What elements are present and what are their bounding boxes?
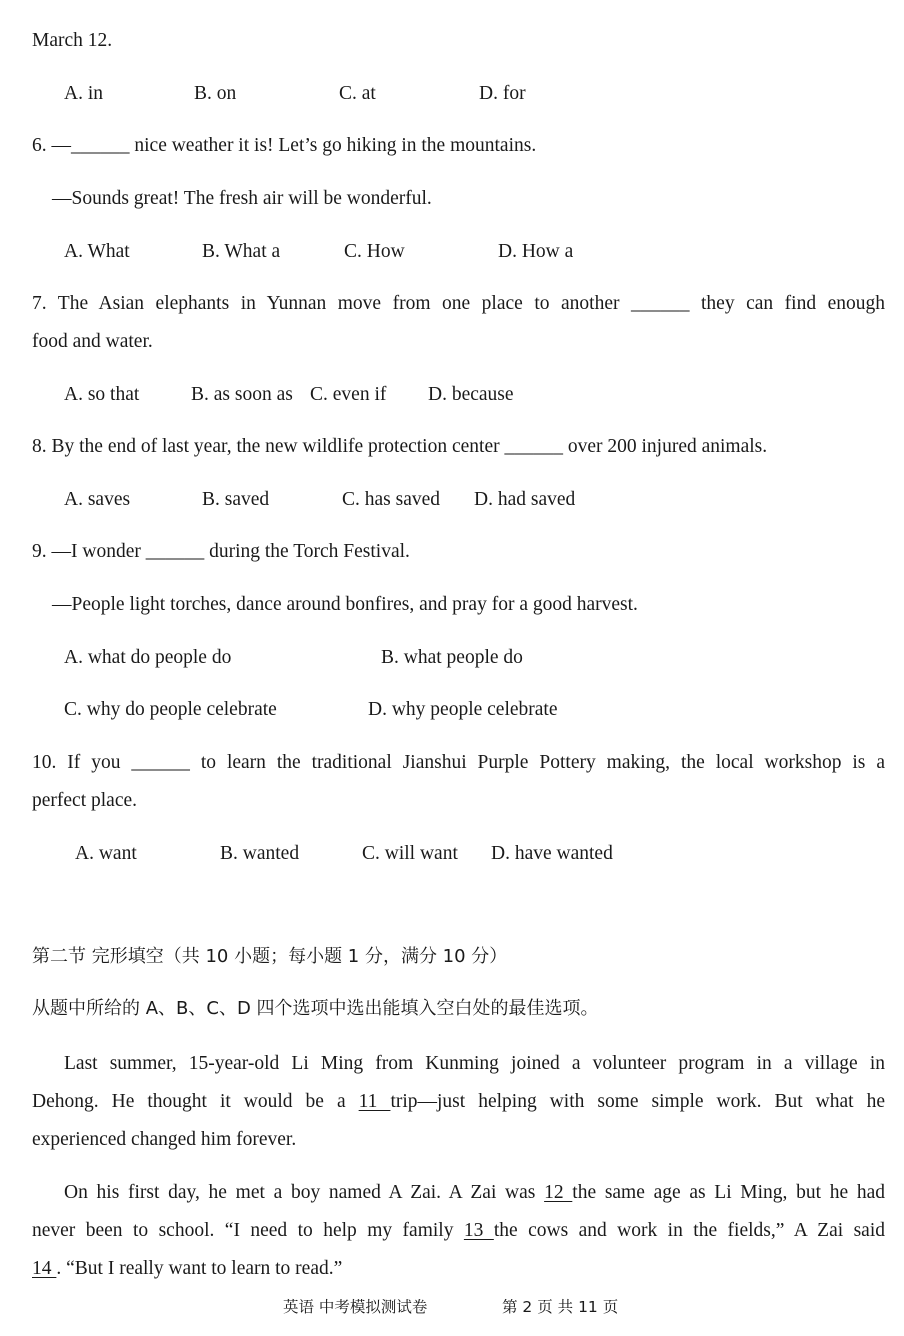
q5-option-c: C. at — [339, 83, 376, 104]
passage-text: Dehong. He thought it would be a — [32, 1091, 359, 1112]
passage-p1-line1: Last summer, 15-year-old Li Ming from Kunming joined a volunteer program in a village in — [64, 1053, 885, 1074]
footer-page-number: 第 2 页 共 11 页 — [502, 1298, 619, 1316]
section-instruction: 从题中所给的 A、B、C、D 四个选项中选出能填入空白处的最佳选项。 — [32, 998, 599, 1019]
q7-option-b: B. as soon as — [191, 384, 293, 405]
section-heading: 第二节 完形填空（共 10 小题；每小题 1 分，满分 10 分） — [32, 946, 508, 967]
q5-option-d: D. for — [479, 83, 526, 104]
q9-option-a: A. what do people do — [64, 647, 232, 668]
q8-stem: 8. By the end of last year, the new wildlife protection center ______ over 200 injured animals. — [32, 436, 768, 457]
q5-option-a: A. in — [64, 83, 103, 104]
q10-stem-line2: perfect place. — [32, 790, 138, 811]
passage-p1-line3: experienced changed him forever. — [32, 1129, 297, 1150]
q10-option-d: D. have wanted — [491, 843, 613, 864]
q9-option-b: B. what people do — [381, 647, 523, 668]
q10-option-b: B. wanted — [220, 843, 300, 864]
q5-tail: March 12. — [32, 30, 113, 51]
passage-text: the same age as Li Ming, but he had — [572, 1182, 886, 1203]
footer-subject: 英语 中考模拟测试卷 — [283, 1298, 428, 1316]
blank-12: 12 — [544, 1182, 573, 1203]
q6-reply: —Sounds great! The fresh air will be wonderful. — [52, 188, 432, 209]
q6-option-a: A. What — [64, 241, 130, 262]
q7-option-c: C. even if — [310, 384, 387, 405]
q7-stem-line1: 7. The Asian elephants in Yunnan move from one place to another ______ they can find enough — [32, 293, 885, 314]
passage-text: trip—just helping with some simple work. But what he — [390, 1091, 885, 1112]
passage-text: . “But I really want to learn to read.” — [56, 1258, 343, 1279]
q8-option-a: A. saves — [64, 489, 131, 510]
q10-option-a: A. want — [75, 843, 137, 864]
passage-p1-line2 — [32, 1092, 885, 1112]
q6-stem: 6. —______ nice weather it is! Let’s go hiking in the mountains. — [32, 135, 537, 156]
q7-option-a: A. so that — [64, 384, 140, 405]
q8-option-c: C. has saved — [342, 489, 441, 510]
q5-option-b: B. on — [194, 83, 237, 104]
passage-text: On his first day, he met a boy named A Zai. A Zai was — [64, 1182, 545, 1203]
passage-text: the cows and work in the fields,” A Zai said — [493, 1220, 885, 1241]
blank-11: 11 — [358, 1091, 391, 1112]
passage-text: never been to school. “I need to help my family — [32, 1220, 464, 1241]
blank-14: 14 — [32, 1258, 57, 1279]
q8-option-b: B. saved — [202, 489, 270, 510]
q10-stem-line1: 10. If you ______ to learn the traditional Jianshui Purple Pottery making, the local workshop is a — [32, 752, 885, 773]
q9-reply: —People light torches, dance around bonfires, and pray for a good harvest. — [52, 594, 638, 615]
passage-p2-line1 — [64, 1183, 885, 1203]
q8-option-d: D. had saved — [474, 489, 576, 510]
passage-p2-line2 — [32, 1221, 885, 1241]
q10-option-c: C. will want — [362, 843, 458, 864]
q6-option-d: D. How a — [498, 241, 574, 262]
passage-p2-line3 — [32, 1259, 342, 1279]
q6-option-b: B. What a — [202, 241, 281, 262]
q7-option-d: D. because — [428, 384, 514, 405]
q9-option-d: D. why people celebrate — [368, 699, 558, 720]
q9-option-c: C. why do people celebrate — [64, 699, 277, 720]
blank-13: 13 — [463, 1220, 494, 1241]
q9-stem: 9. —I wonder ______ during the Torch Festival. — [32, 541, 410, 562]
q6-option-c: C. How — [344, 241, 405, 262]
q7-stem-line2: food and water. — [32, 331, 153, 352]
